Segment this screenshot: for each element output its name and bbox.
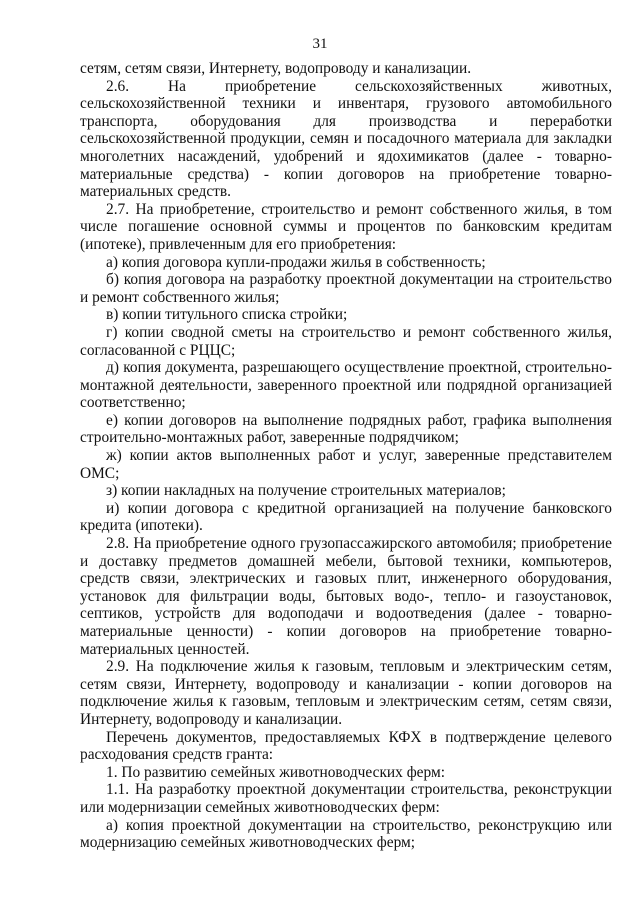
paragraph: ж) копии актов выполненных работ и услуг, заверенные представителем ОМС; xyxy=(80,447,612,482)
document-body xyxy=(80,60,612,852)
paragraph: 2.8. На приобретение одного грузопассажирского автомобиля; приобретение и доставку предметов домашней мебели, бытовой техники, компьютеров, средств связи, электрических и газовых плит, инженерного оборудования, установок для фильтрации воды, бытовых водо-, тепло- и газоустановок, септиков, устройств для водоподачи и водоотведения (далее - товарно-материальные ценности) - копии договоров на приобретение товарно-материальных ценностей. xyxy=(80,535,612,658)
paragraph: 1. По развитию семейных животноводческих ферм: xyxy=(106,763,445,781)
paragraph: г) копии сводной сметы на строительство и ремонт собственного жилья, согласованной с РЦЦС; xyxy=(80,323,612,359)
paragraph: 2.9. На подключение жилья к газовым, тепловым и электрическим сетям, сетям связи, Интернету, водопроводу и канализации - копии договоров на подключение жилья к газовым, тепловым и электрическим сетям, сетям связи, Интернету, водопроводу и канализации. xyxy=(80,658,612,728)
paragraph: б) копия договора на разработку проектной документации на строительство и ремонт собственного жилья; xyxy=(80,271,612,306)
paragraph: 2.6. На приобретение сельскохозяйственных животных, сельскохозяйственной техники и инвентаря, грузового автомобильного транспорта, оборудования для производства и переработки сельскохозяйственной продукции, семян и посадочного материала для закладки многолетних насаждений, удобрений и ядохимикатов (далее - товарно-материальные средства) - копии договоров на приобретение товарно-материальных средств. xyxy=(80,77,612,201)
paragraph: з) копии накладных на получение строительных материалов; xyxy=(106,482,506,500)
paragraph: д) копия документа, разрешающего осуществление проектной, строительно-монтажной деятельности, заверенного проектной или подрядной организацией соответственно; xyxy=(80,359,612,412)
paragraph: а) копия договора купли-продажи жилья в собственность; xyxy=(106,253,486,271)
paragraph: 2.7. На приобретение, строительство и ремонт собственного жилья, в том числе погашение основной суммы и процентов по банковским кредитам (ипотеке), привлеченным для его приобретения: xyxy=(80,200,612,253)
page-number: 31 xyxy=(312,36,328,52)
paragraph: Перечень документов, предоставляемых КФХ в подтверждение целевого расходования средств гранта: xyxy=(80,728,612,764)
paragraph: в) копии титульного списка стройки; xyxy=(106,306,348,324)
paragraph: сетям, сетям связи, Интернету, водопроводу и канализации. xyxy=(80,60,472,77)
paragraph: и) копии договора с кредитной организацией на получение банковского кредита (ипотеки). xyxy=(80,499,612,535)
paragraph: 1.1. На разработку проектной документации строительства, реконструкции или модернизации семейных животноводческих ферм: xyxy=(80,781,612,816)
paragraph: а) копия проектной документации на строительство, реконструкцию или модернизацию семейных животноводческих ферм; xyxy=(80,816,612,852)
paragraph: е) копии договоров на выполнение подрядных работ, графика выполнения строительно-монтажных работ, заверенные подрядчиком; xyxy=(80,411,612,447)
